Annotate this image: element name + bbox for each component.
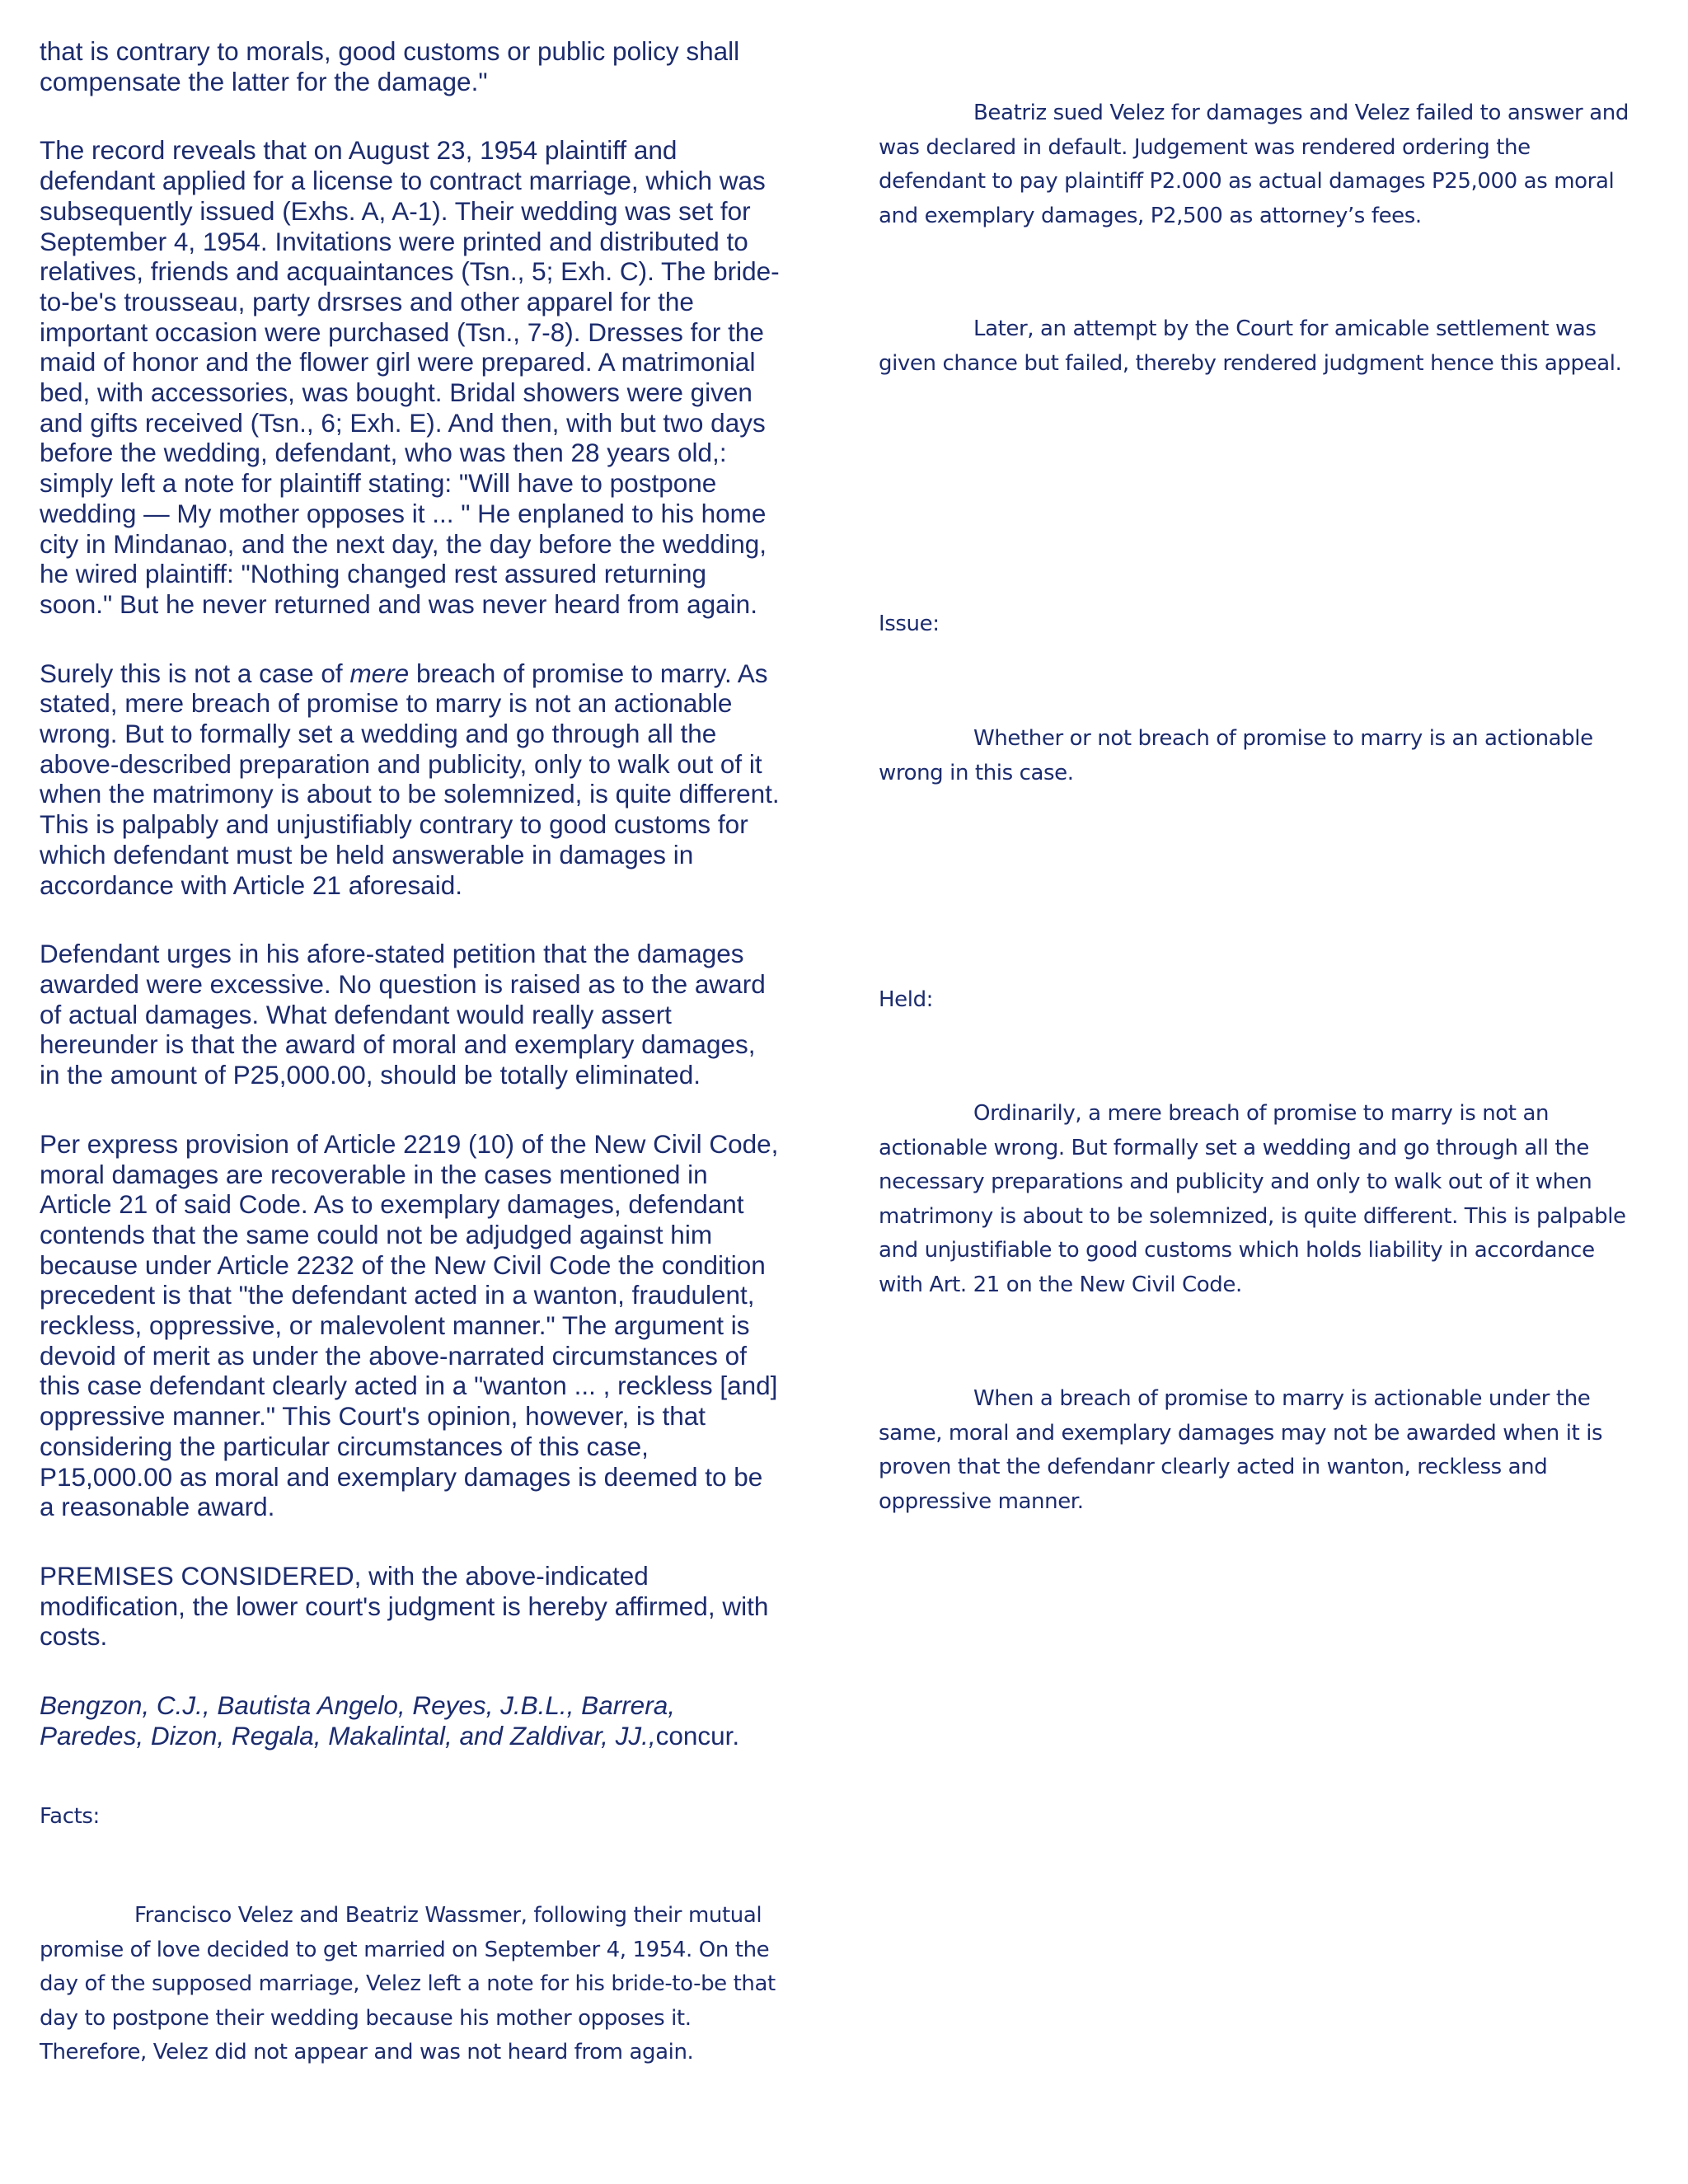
decision-excerpt-column — [40, 36, 781, 2064]
digest-appeal: Later, an attempt by the Court for amicable settlement was given chance but failed, thereby rendered judgment hence this appeal. — [879, 316, 1622, 376]
facts-heading: Facts: — [40, 1804, 100, 1830]
breach-paragraph — [40, 658, 781, 901]
article-2219-paragraph: Per express provision of Article 2219 (10) of the New Civil Code, moral damages are recoverable in the cases mentioned in Article 21 of said Code. As to exemplary damages, defendant contends that the same could not be adjudged against him because under Article 2232 of the New Civil Code the condition precedent is that "the defendant acted in a wanton, fraudulent, reckless, oppressive, or malevolent manner." The argument is devoid of merit as under the above-narrated circumstances of this case defendant clearly acted in a "wanton ... , reckless [and] oppressive manner." This Court's opinion, however, is that considering the particular circumstances of this case, P15,000.00 as moral and exemplary damages is deemed to be a reasonable award. — [40, 1128, 779, 1522]
held-body-2: When a breach of promise to marry is actionable under the same, moral and exemplary damages may not be awarded when it is proven that the defendanr clearly acted in wanton, reckless and oppressive manner. — [879, 1386, 1603, 1514]
justices-names: Bengzon, C.J., Bautista Angelo, Reyes, J.B.L., Barrera, Paredes, Dizon, Regala, Makalintal, and Zaldivar, JJ., — [40, 1690, 675, 1750]
held-body-1: Ordinarily, a mere breach of promise to marry is not an actionable wrong. But formally set a wedding and go through all the necessary preparations and publicity and only to walk out of it when matrimony is about to be solemnized, is quite different. This is palpable and unjustifiable to good customs which holds liability in accordance with Art. 21 on the New Civil Code. — [879, 1101, 1626, 1297]
quoted-article-ending: that is contrary to morals, good customs or public policy shall compensate the latter for the damage." — [40, 36, 740, 96]
issue-heading: Issue: — [879, 612, 940, 636]
premises-paragraph: PREMISES CONSIDERED, with the above-indicated modification, the lower court's judgment is hereby affirmed, with costs. — [40, 1560, 769, 1652]
facts-body: Francisco Velez and Beatriz Wassmer, following their mutual promise of love decided to get married on September 4, 1954. On the day of the supposed marriage, Velez left a note for his bride-to-be that day to postpone their wedding because his mother opposes it. Therefore, Velez did not appear and was not heard from again. — [40, 1903, 776, 2064]
issue-body: Whether or not breach of promise to marry is an actionable wrong in this case. — [879, 726, 1593, 785]
breach-text-end: breach of promise to marry. As stated, mere breach of promise to marry is not an actionable wrong. But to formally set a wedding and go through all the above-described preparation and publicity, only to walk out of it when the matrimony is about to be solemnized, is quite different. This is palpably and unjustifiably contrary to good customs for which defendant must be held answerable in damages in accordance with Article 21 aforesaid. — [40, 658, 780, 900]
held-heading: Held: — [879, 987, 934, 1012]
digest-default-judgment: Beatriz sued Velez for damages and Velez failed to answer and was declared in default. Judgement was rendered ordering the defendant to pay plaintiff P2.000 as actual damages P25,000 as moral and exemplary damages, P2,500 as attorney’s fees. — [879, 101, 1629, 228]
damages-paragraph: Defendant urges in his afore-stated petition that the damages awarded were excessive. No question is raised as to the award of actual damages. What defendant would really assert hereunder is that the award of moral and exemplary damages, in the amount of P25,000.00, should be totally eliminated. — [40, 939, 766, 1090]
concurrence — [40, 1690, 781, 1750]
concur-word: concur. — [655, 1720, 740, 1750]
breach-text-start: Surely this is not a case of — [40, 658, 350, 688]
breach-emphasis: mere — [349, 658, 410, 688]
record-paragraph: The record reveals that on August 23, 1954 plaintiff and defendant applied for a license to contract marriage, which was subsequently issued (Exhs. A, A-1). Their wedding was set for September 4, 1954. Invitations were printed and distributed to relatives, friends and acquaintances (Tsn., 5; Exh. C). The bride-to-be's trousseau, party drsrses and other apparel for the important occasion were purchased (Tsn., 7-8). Dresses for the maid of honor and the flower girl were prepared. A matrimonial bed, with accessories, was bought. Bridal showers were given and gifts received (Tsn., 6; Exh. E). And then, with but two days before the wedding, defendant, who was then 28 years old,: simply left a note for plaintiff stating: "Will have to postpone wedding — My mother opposes it ... " He enplaned to his home city in Mindanao, and the next day, the day before the wedding, he wired plaintiff: "Nothing changed rest assured returning soon." But he never returned and was never heard from again. — [40, 135, 780, 619]
